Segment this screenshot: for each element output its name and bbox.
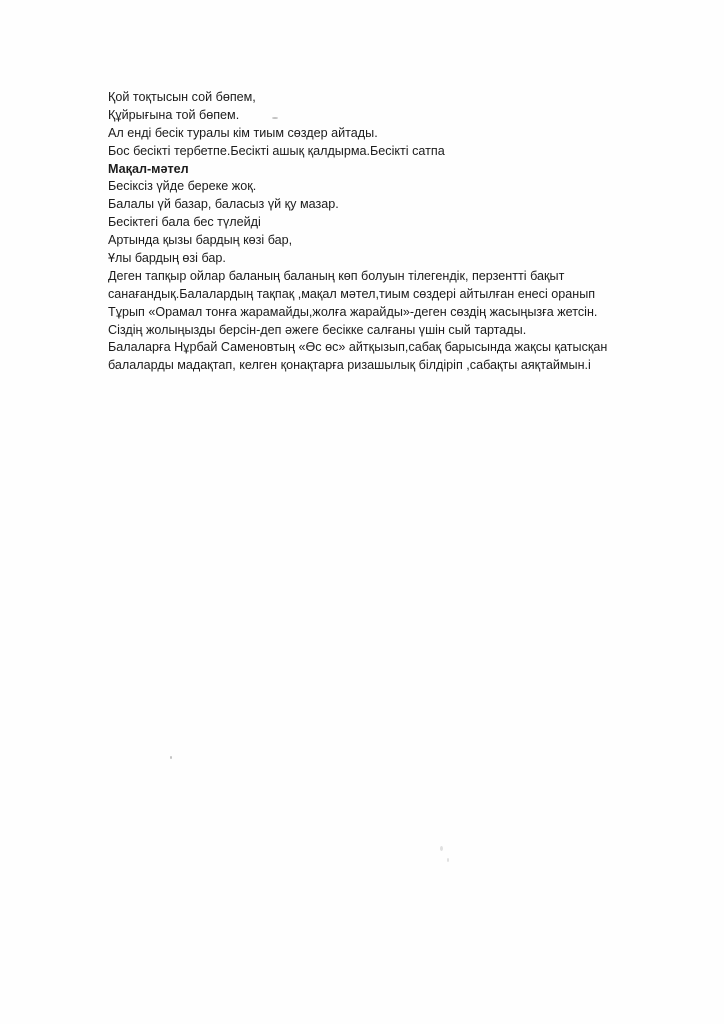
text-line: Артында қызы бардың көзі бар, [108, 233, 293, 248]
text-line: Бесіксіз үйде береке жоқ. [108, 179, 257, 194]
text-line: Балаларға Нұрбай Саменовтың «Өс өс» айтқызып,сабақ барысында жақсы қатысқан [108, 340, 608, 355]
text-line: Деген тапқыр ойлар баланың баланың көп болуын тілегендік, перзентті бақыт [108, 268, 565, 283]
text-line: Сіздің жолыңызды берсін-деп әжеге бесікке салғаны үшін сый тартады. [108, 322, 527, 337]
text-line: Балалы үй базар, баласыз үй қу мазар. [108, 197, 339, 212]
text-line: Бесіктегі бала бес түлейді [108, 215, 261, 230]
scan-speck [440, 846, 443, 851]
scan-speck [272, 117, 278, 119]
text-line: Қой тоқтысын сой бөпем, [108, 90, 256, 104]
section-heading: Мақал-мәтел [108, 161, 189, 176]
text-line: Ал енді бесік туралы кім тиым сөздер айтады. [108, 125, 378, 140]
text-line: балаларды мадақтап, келген қонақтарға ризашылық білдіріп ,сабақты аяқтаймын.і [108, 358, 591, 373]
scan-speck [170, 756, 172, 759]
text-line: Тұрып «Орамал тонға жарамайды,жолға жарайды»-деген сөздің жасыңызға жетсін. [108, 304, 598, 319]
scan-speck [447, 858, 449, 862]
document-text [108, 89, 668, 375]
text-line: санағандық.Балалардың тақпақ ,мақал мәтел,тиым сөздері айтылған енесі оранып [108, 286, 596, 301]
text-line: Құйрығына той бөпем. [108, 107, 240, 122]
text-line: Бос бесікті тербетпе.Бесікті ашық қалдырма.Бесікті сатпа [108, 143, 445, 158]
text-line: Ұлы бардың өзі бар. [108, 251, 226, 266]
